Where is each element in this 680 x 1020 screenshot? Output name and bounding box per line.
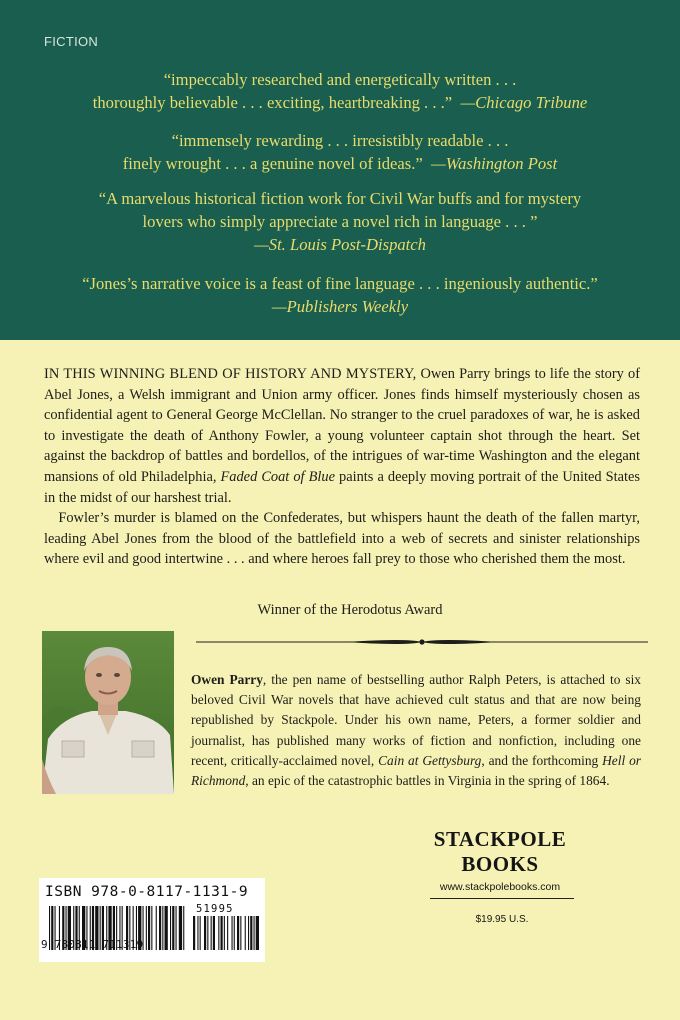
quote-source: —St. Louis Post-Dispatch	[254, 235, 426, 254]
barcode-bar	[232, 916, 233, 950]
book-title: Cain at Gettysburg	[378, 752, 482, 768]
quote-line: “immensely rewarding . . . irresistibly readable . . .	[171, 131, 509, 150]
barcode-bar	[146, 906, 147, 950]
review-quote	[40, 129, 640, 175]
barcode-bar	[218, 916, 219, 950]
author-name: Owen Parry	[191, 672, 263, 687]
barcode-bar	[204, 916, 206, 950]
barcode-bar	[213, 916, 215, 950]
barcode-bar	[162, 906, 163, 950]
quote-source: —Publishers Weekly	[271, 297, 409, 316]
barcode-bar	[156, 906, 157, 950]
description-text: Owen Parry brings to life the story of Abel Jones, a Welsh immigrant and Union army officer. Jones finds himself mysteriously chosen as confidential agent to General George McClellan. No stranger to the cruel paradoxes of war, he is asked to investigate the death of Anthony Fowler, a young volunteer captain shot through the heart. Set against the backdrop of battles and bordellos, of the intrigues of war-time Washington and the elegant mansions of old Philadelphia,	[44, 366, 640, 485]
bio-text: , and the forthcoming	[481, 752, 603, 768]
barcode-bar	[256, 916, 259, 950]
barcode-bar	[227, 916, 228, 950]
description-paragraph	[44, 508, 640, 570]
barcode-bar	[170, 906, 171, 950]
bio-text: , an epic of the catastrophic battles in Virginia in the spring of 1864.	[245, 773, 610, 789]
quote-line: thoroughly believable . . . exciting, heartbreaking . . .”	[92, 93, 453, 112]
book-title: Faded Coat of Blue	[220, 468, 335, 485]
quote-source: —Chicago Tribune	[460, 93, 588, 112]
barcode-bar	[200, 916, 201, 950]
barcode-bar	[151, 906, 152, 950]
barcode-digits: 9 780811 711319	[41, 938, 144, 951]
book-description	[44, 364, 640, 570]
quotes-band	[0, 0, 680, 340]
author-bio	[191, 670, 641, 791]
barcode-bar	[254, 916, 255, 950]
award-line: Winner of the Herodotus Award	[257, 602, 443, 618]
barcode-bar	[193, 916, 195, 950]
book-title: Hell or Richmond	[191, 752, 641, 789]
publisher-name: STACKPOLE	[433, 827, 567, 851]
publisher-logo	[420, 826, 580, 893]
quote-line: lovers who simply appreciate a novel rich in language . . . ”	[142, 212, 538, 231]
price-code-digits: 51995	[196, 903, 234, 915]
divider	[430, 898, 574, 899]
quote-line: “Jones’s narrative voice is a feast of fine language . . . ingeniously authentic.”	[82, 274, 598, 293]
review-quote	[40, 272, 640, 318]
isbn-number: ISBN 978-0-8117-1131-9	[45, 884, 249, 900]
quote-line: “impeccably researched and energetically written . . .	[163, 70, 517, 89]
description-paragraph	[44, 364, 640, 508]
barcode-bar	[234, 916, 235, 950]
quote-line: finely wrought . . . a genuine novel of ideas.”	[122, 154, 423, 173]
description-text: paints a deeply moving portrait of the United States in the midst of our harshest trial.	[44, 468, 641, 506]
barcode-bar	[197, 916, 198, 950]
isbn-barcode	[39, 878, 265, 962]
barcode-bar	[240, 916, 241, 950]
barcode-bar	[183, 906, 184, 950]
description-lead: IN THIS WINNING BLEND OF HISTORY AND MYSTERY,	[44, 366, 417, 382]
price-label: $19.95 U.S.	[475, 914, 529, 925]
publisher-name: BOOKS	[461, 852, 539, 876]
review-quote	[40, 187, 640, 256]
barcode-bar	[172, 906, 174, 950]
description-text: Fowler’s murder is blamed on the Confederates, but whispers haunt the death of the fallen martyr, leading Abel Jones from the blood of the battlefield into a web of secrets and sinister relationships where evil and good intertwine . . . and where heroes fall prey to those who cherished them the most.	[44, 510, 640, 568]
barcode-bar	[148, 906, 150, 950]
barcode-bar	[207, 916, 208, 950]
barcode-bar	[159, 906, 161, 950]
barcode-bar	[224, 916, 225, 950]
barcode-bar	[248, 916, 249, 950]
barcode-bar	[176, 906, 177, 950]
genre-label: FICTION	[44, 34, 99, 49]
quote-line: “A marvelous historical fiction work for Civil War buffs and for mystery	[98, 189, 582, 208]
author-photo	[42, 631, 174, 794]
barcode-bar	[165, 906, 168, 950]
barcode-bar	[179, 906, 182, 950]
bio-text: , the pen name of bestselling author Ralph Peters, is attached to six beloved Civil War novels that have achieved cult status and that are now being republished by Stackpole. Under his own name, Peters, a former soldier and journalist, has published many works of fiction and nonfiction, including one recent, critically-acclaimed novel,	[191, 672, 641, 768]
quote-source: —Washington Post	[431, 154, 558, 173]
publisher-url: www.stackpolebooks.com	[439, 881, 561, 893]
ornament-divider	[196, 636, 648, 648]
barcode-bar	[245, 916, 246, 950]
review-quote	[40, 68, 640, 114]
barcode-bar	[221, 916, 223, 950]
barcode-bar	[211, 916, 212, 950]
barcode-bar	[237, 916, 239, 950]
barcode-bar	[250, 916, 252, 950]
